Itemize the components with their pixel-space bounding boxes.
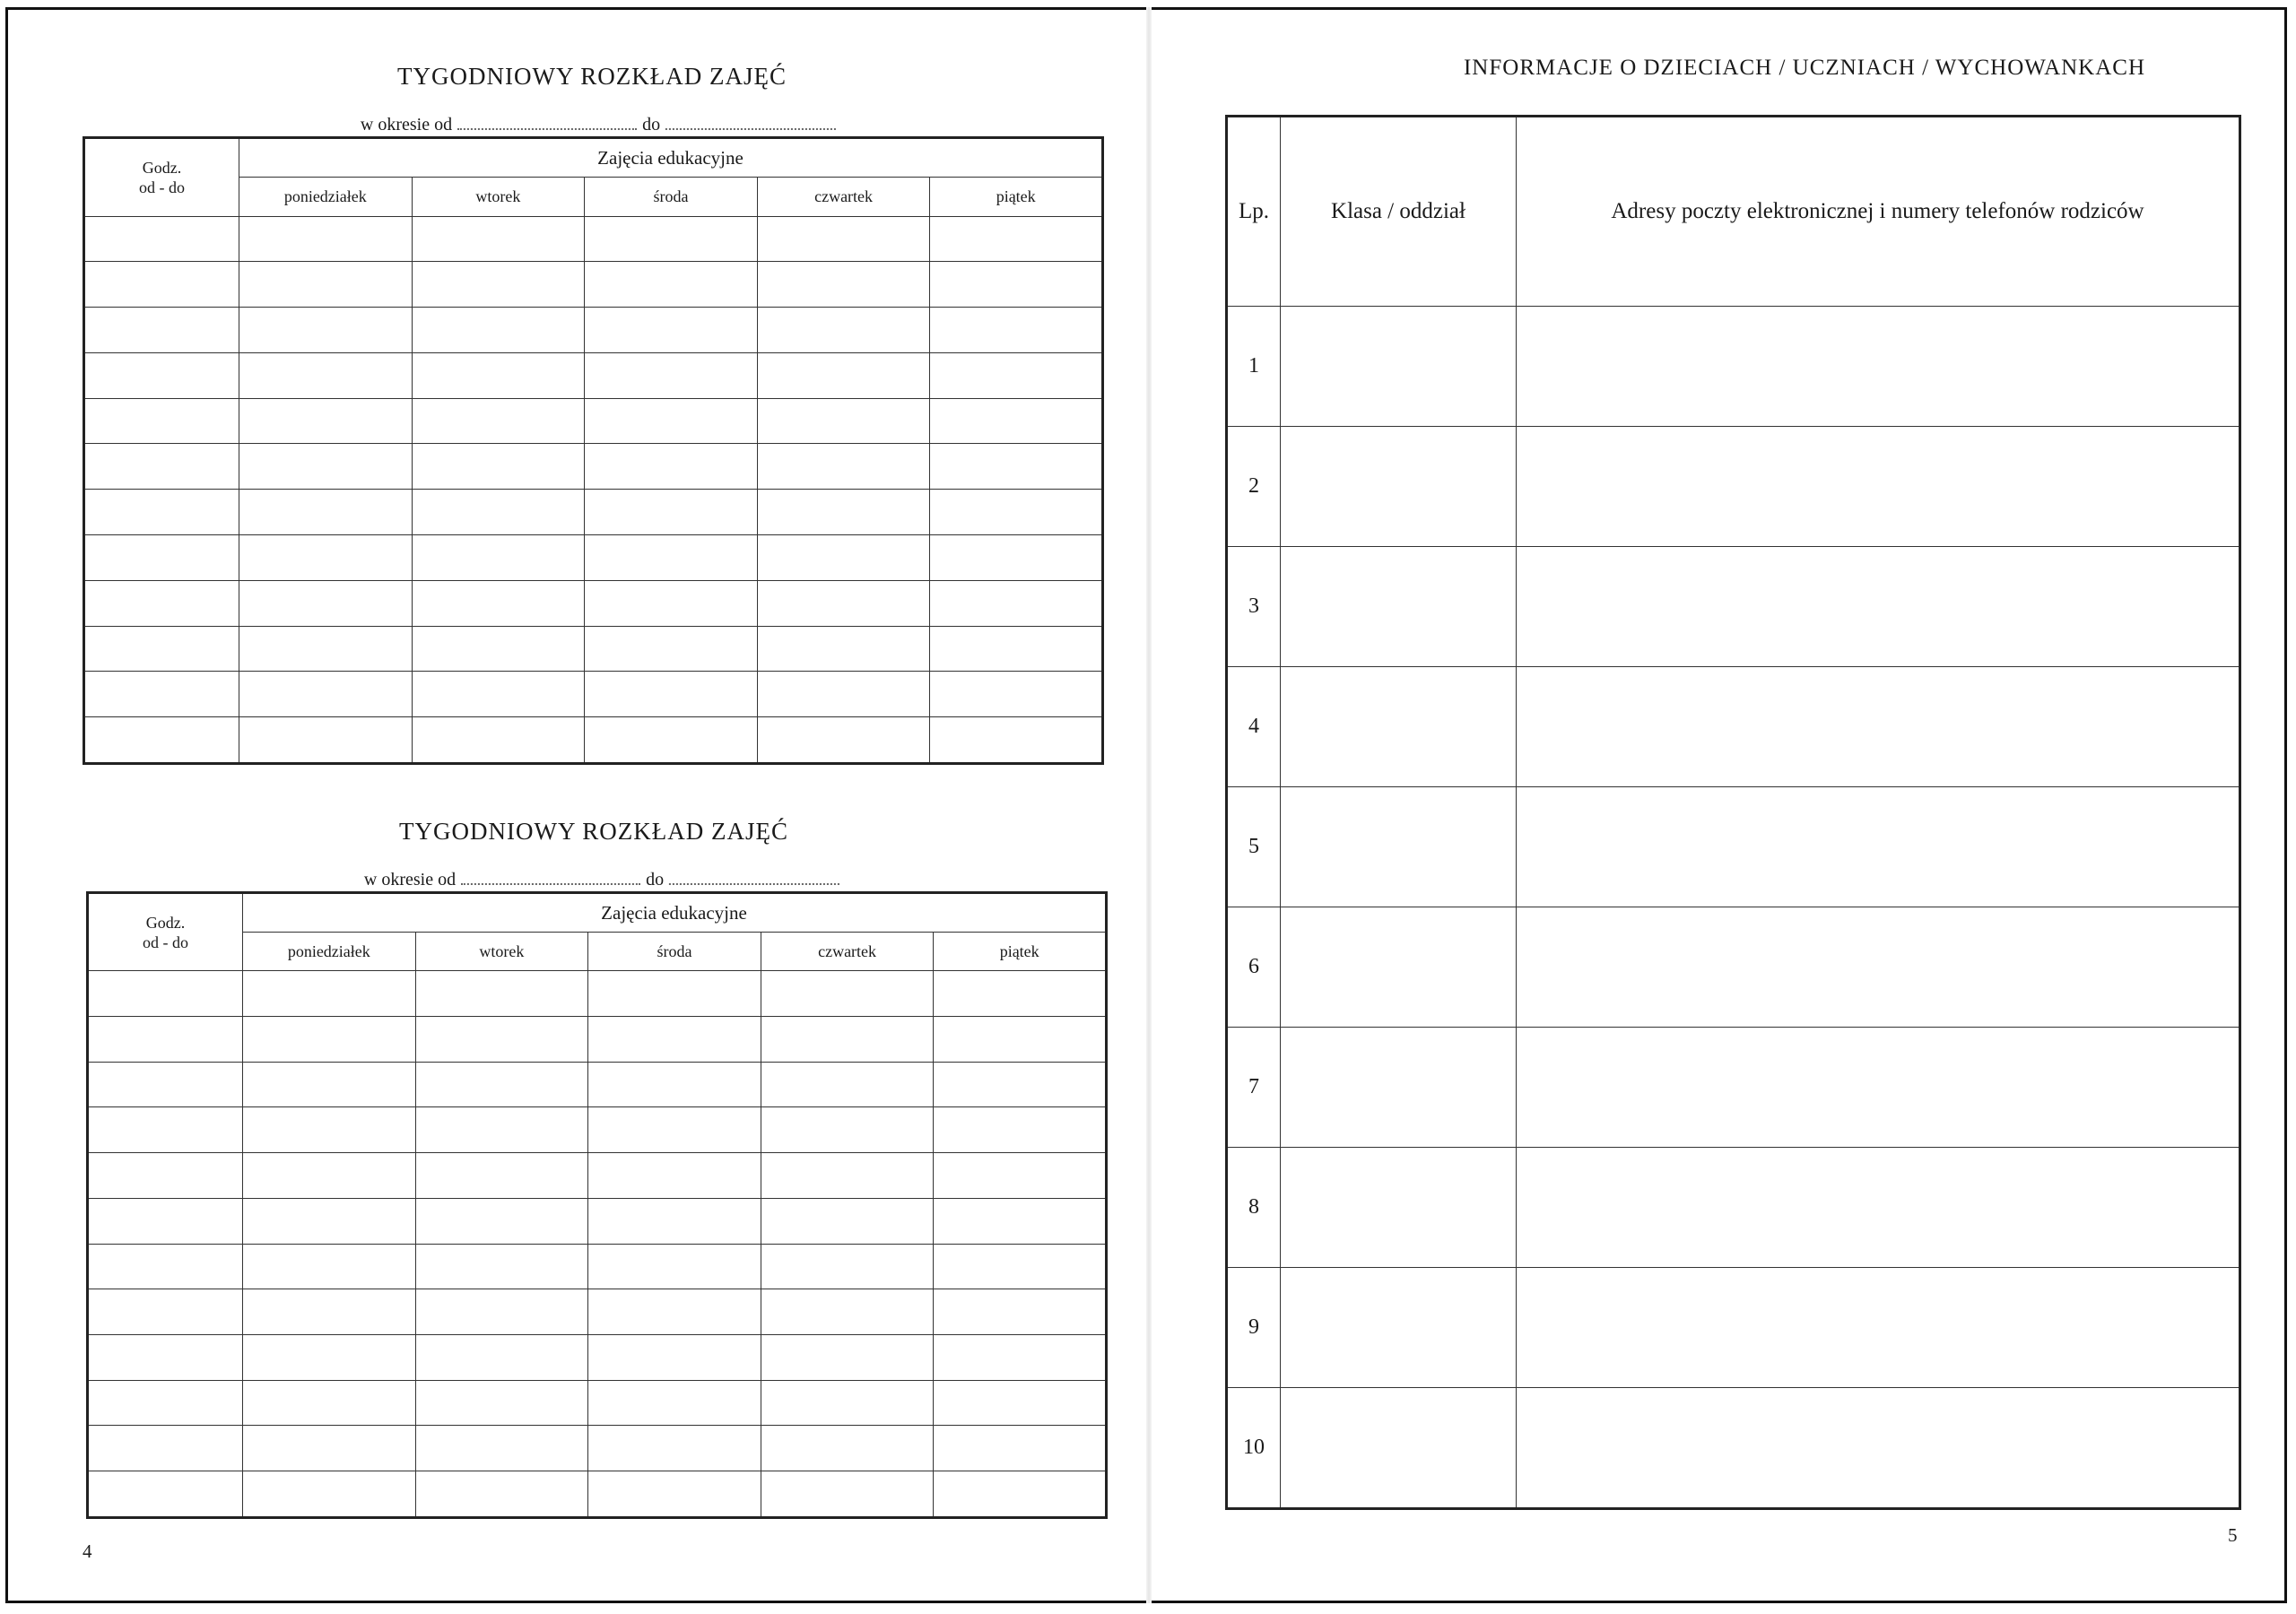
lesson-cell[interactable]: [412, 672, 585, 717]
column-header-class: Klasa / oddział: [1281, 117, 1517, 307]
lesson-cell[interactable]: [757, 490, 930, 535]
period-from-label: w okresie od: [363, 870, 457, 889]
schedule-row: [88, 1426, 1107, 1471]
lesson-cell[interactable]: [930, 626, 1103, 672]
lesson-cell[interactable]: [412, 626, 585, 672]
hours-range: od - do: [143, 933, 188, 951]
row-number: 6: [1227, 907, 1281, 1028]
lesson-cell[interactable]: [243, 1335, 416, 1381]
lesson-cell[interactable]: [415, 1380, 588, 1426]
lesson-cell[interactable]: [243, 1107, 416, 1153]
lesson-cell[interactable]: [239, 490, 413, 535]
hours-cell[interactable]: [84, 444, 239, 490]
row-number: 3: [1227, 547, 1281, 667]
class-cell[interactable]: [1281, 1388, 1517, 1509]
schedule-row: [88, 1335, 1107, 1381]
lesson-cell[interactable]: [757, 216, 930, 262]
class-cell[interactable]: [1281, 907, 1517, 1028]
hours-cell[interactable]: [88, 1335, 243, 1381]
info-row: [1227, 907, 2240, 1028]
lesson-cell[interactable]: [415, 1471, 588, 1518]
schedule-row: [84, 262, 1103, 308]
lesson-cell[interactable]: [757, 444, 930, 490]
row-number: 5: [1227, 787, 1281, 907]
lesson-cell[interactable]: [588, 1289, 761, 1335]
lesson-cell[interactable]: [588, 1107, 761, 1153]
page-number-left: 4: [83, 1540, 92, 1562]
lesson-cell[interactable]: [239, 534, 413, 580]
group-header: Zajęcia edukacyjne: [243, 893, 1107, 933]
info-row: [1227, 1028, 2240, 1148]
schedule-row: [88, 1107, 1107, 1153]
lesson-cell[interactable]: [243, 1153, 416, 1199]
hours-cell[interactable]: [88, 1289, 243, 1335]
day-header-monday: poniedziałek: [243, 933, 416, 971]
lesson-cell[interactable]: [412, 262, 585, 308]
lesson-cell[interactable]: [930, 717, 1103, 764]
row-number: 1: [1227, 307, 1281, 427]
row-number: 2: [1227, 427, 1281, 547]
class-cell[interactable]: [1281, 1268, 1517, 1388]
info-row: [1227, 1268, 2240, 1388]
lesson-cell[interactable]: [412, 490, 585, 535]
lesson-cell[interactable]: [761, 1017, 934, 1063]
contacts-cell[interactable]: [1517, 547, 2240, 667]
lesson-cell[interactable]: [415, 1017, 588, 1063]
hours-cell[interactable]: [84, 580, 239, 626]
day-header-wednesday: środa: [585, 178, 758, 216]
lesson-cell[interactable]: [757, 398, 930, 444]
lesson-cell[interactable]: [412, 308, 585, 353]
schedule-2-period: [364, 870, 845, 890]
schedule-row: [88, 971, 1107, 1017]
lesson-cell[interactable]: [588, 1017, 761, 1063]
hours-cell[interactable]: [84, 308, 239, 353]
lesson-cell[interactable]: [757, 717, 930, 764]
day-header-friday: piątek: [934, 933, 1107, 971]
hours-range: od - do: [139, 178, 185, 196]
lesson-cell[interactable]: [239, 308, 413, 353]
lesson-cell[interactable]: [930, 490, 1103, 535]
lesson-cell[interactable]: [415, 971, 588, 1017]
lesson-cell[interactable]: [585, 534, 758, 580]
lesson-cell[interactable]: [934, 1198, 1107, 1244]
hours-cell[interactable]: [88, 1380, 243, 1426]
row-number: 7: [1227, 1028, 1281, 1148]
lesson-cell[interactable]: [243, 1426, 416, 1471]
hours-cell[interactable]: [84, 216, 239, 262]
group-header: Zajęcia edukacyjne: [239, 138, 1103, 178]
hours-cell[interactable]: [88, 1244, 243, 1289]
lesson-cell[interactable]: [585, 672, 758, 717]
lesson-cell[interactable]: [412, 444, 585, 490]
hours-label: Godz.: [142, 158, 182, 177]
row-number: 8: [1227, 1148, 1281, 1268]
hours-header: [88, 893, 243, 971]
info-row: [1227, 1388, 2240, 1509]
lesson-cell[interactable]: [243, 1198, 416, 1244]
hours-cell[interactable]: [84, 352, 239, 398]
lesson-cell[interactable]: [930, 352, 1103, 398]
lesson-cell[interactable]: [930, 398, 1103, 444]
hours-cell[interactable]: [84, 490, 239, 535]
lesson-cell[interactable]: [934, 1289, 1107, 1335]
schedule-row: [88, 1153, 1107, 1199]
row-number: 10: [1227, 1388, 1281, 1509]
lesson-cell[interactable]: [585, 490, 758, 535]
day-header-thursday: czwartek: [757, 178, 930, 216]
schedule-row: [88, 1289, 1107, 1335]
book-spine: [1146, 7, 1152, 1603]
info-title: INFORMACJE O DZIECIACH / UCZNIACH / WYCHOWANKACH: [1463, 56, 2146, 80]
lesson-cell[interactable]: [585, 216, 758, 262]
schedule-row: [88, 1471, 1107, 1518]
hours-cell[interactable]: [84, 626, 239, 672]
schedule-row: [84, 490, 1103, 535]
day-header-friday: piątek: [930, 178, 1103, 216]
hours-cell[interactable]: [84, 534, 239, 580]
lesson-cell[interactable]: [761, 1107, 934, 1153]
class-cell[interactable]: [1281, 427, 1517, 547]
lesson-cell[interactable]: [588, 1153, 761, 1199]
hours-cell[interactable]: [88, 1062, 243, 1107]
hours-header: [84, 138, 239, 217]
lesson-cell[interactable]: [934, 1335, 1107, 1381]
schedule-row: [84, 534, 1103, 580]
lesson-cell[interactable]: [415, 1062, 588, 1107]
lesson-cell[interactable]: [585, 580, 758, 626]
lesson-cell[interactable]: [415, 1107, 588, 1153]
schedule-row: [88, 1380, 1107, 1426]
lesson-cell[interactable]: [588, 1198, 761, 1244]
day-header-tuesday: wtorek: [415, 933, 588, 971]
lesson-cell[interactable]: [243, 1471, 416, 1518]
day-header-wednesday: środa: [588, 933, 761, 971]
contacts-cell[interactable]: [1517, 1388, 2240, 1509]
schedule-row: [84, 580, 1103, 626]
lesson-cell[interactable]: [761, 1289, 934, 1335]
lesson-cell[interactable]: [239, 580, 413, 626]
schedule-row: [84, 216, 1103, 262]
lesson-cell[interactable]: [588, 1062, 761, 1107]
lesson-cell[interactable]: [761, 1471, 934, 1518]
lesson-cell[interactable]: [930, 672, 1103, 717]
lesson-cell[interactable]: [239, 262, 413, 308]
schedule-row: [84, 352, 1103, 398]
lesson-cell[interactable]: [412, 398, 585, 444]
lesson-cell[interactable]: [239, 216, 413, 262]
info-table-body: [1227, 307, 2240, 1509]
lesson-cell[interactable]: [761, 1335, 934, 1381]
class-cell[interactable]: [1281, 307, 1517, 427]
lesson-cell[interactable]: [757, 580, 930, 626]
hours-cell[interactable]: [88, 971, 243, 1017]
contacts-cell[interactable]: [1517, 907, 2240, 1028]
day-header-thursday: czwartek: [761, 933, 934, 971]
lesson-cell[interactable]: [757, 534, 930, 580]
hours-cell[interactable]: [88, 1426, 243, 1471]
lesson-cell[interactable]: [239, 352, 413, 398]
lesson-cell[interactable]: [757, 352, 930, 398]
hours-cell[interactable]: [88, 1107, 243, 1153]
lesson-cell[interactable]: [757, 672, 930, 717]
lesson-cell[interactable]: [239, 626, 413, 672]
lesson-cell[interactable]: [934, 971, 1107, 1017]
lesson-cell[interactable]: [934, 1017, 1107, 1063]
lesson-cell[interactable]: [239, 398, 413, 444]
lesson-cell[interactable]: [585, 717, 758, 764]
lesson-cell[interactable]: [934, 1244, 1107, 1289]
schedule-row: [84, 717, 1103, 764]
column-header-contacts: Adresy poczty elektronicznej i numery telefonów rodziców: [1517, 117, 2240, 307]
lesson-cell[interactable]: [930, 444, 1103, 490]
contacts-cell[interactable]: [1517, 1148, 2240, 1268]
lesson-cell[interactable]: [243, 1289, 416, 1335]
info-row: [1227, 1148, 2240, 1268]
lesson-cell[interactable]: [243, 1380, 416, 1426]
period-from-field[interactable]: [461, 871, 640, 885]
hours-cell[interactable]: [88, 1153, 243, 1199]
schedule-2-table: [86, 891, 1108, 1519]
schedule-row: [84, 672, 1103, 717]
hours-cell[interactable]: [84, 262, 239, 308]
lesson-cell[interactable]: [757, 626, 930, 672]
schedule-2-body: [88, 971, 1107, 1518]
schedule-1-table: [83, 136, 1104, 765]
info-row: [1227, 307, 2240, 427]
lesson-cell[interactable]: [585, 398, 758, 444]
page-number-right: 5: [2228, 1524, 2238, 1546]
day-header-monday: poniedziałek: [239, 178, 413, 216]
period-from-label: w okresie od: [360, 115, 453, 134]
row-number: 9: [1227, 1268, 1281, 1388]
schedule-row: [88, 1017, 1107, 1063]
lesson-cell[interactable]: [934, 1380, 1107, 1426]
class-cell[interactable]: [1281, 547, 1517, 667]
lesson-cell[interactable]: [930, 534, 1103, 580]
lesson-cell[interactable]: [415, 1289, 588, 1335]
lesson-cell[interactable]: [412, 580, 585, 626]
lesson-cell[interactable]: [415, 1244, 588, 1289]
contacts-cell[interactable]: [1517, 1028, 2240, 1148]
hours-label: Godz.: [145, 913, 186, 932]
hours-cell[interactable]: [84, 398, 239, 444]
contacts-cell[interactable]: [1517, 427, 2240, 547]
schedule-row: [84, 444, 1103, 490]
period-to-label: do: [642, 115, 661, 134]
column-header-lp: Lp.: [1227, 117, 1281, 307]
contacts-cell[interactable]: [1517, 1268, 2240, 1388]
row-number: 4: [1227, 667, 1281, 787]
schedule-row: [84, 626, 1103, 672]
schedule-row: [84, 308, 1103, 353]
hours-cell[interactable]: [84, 717, 239, 764]
lesson-cell[interactable]: [757, 262, 930, 308]
lesson-cell[interactable]: [588, 971, 761, 1017]
lesson-cell[interactable]: [930, 216, 1103, 262]
lesson-cell[interactable]: [930, 308, 1103, 353]
schedule-row: [84, 398, 1103, 444]
lesson-cell[interactable]: [585, 308, 758, 353]
lesson-cell[interactable]: [588, 1244, 761, 1289]
contacts-cell[interactable]: [1517, 787, 2240, 907]
lesson-cell[interactable]: [243, 1244, 416, 1289]
lesson-cell[interactable]: [934, 1471, 1107, 1518]
lesson-cell[interactable]: [761, 1244, 934, 1289]
schedule-1-body: [84, 216, 1103, 764]
class-cell[interactable]: [1281, 1148, 1517, 1268]
class-cell[interactable]: [1281, 787, 1517, 907]
lesson-cell[interactable]: [239, 672, 413, 717]
lesson-cell[interactable]: [412, 216, 585, 262]
period-from-field[interactable]: [457, 116, 637, 130]
day-header-tuesday: wtorek: [412, 178, 585, 216]
lesson-cell[interactable]: [585, 352, 758, 398]
info-row: [1227, 427, 2240, 547]
lesson-cell[interactable]: [412, 352, 585, 398]
period-to-label: do: [646, 870, 665, 889]
lesson-cell[interactable]: [585, 444, 758, 490]
lesson-cell[interactable]: [934, 1153, 1107, 1199]
schedule-1-title: TYGODNIOWY ROZKŁAD ZAJĘĆ: [397, 63, 787, 90]
lesson-cell[interactable]: [761, 1062, 934, 1107]
lesson-cell[interactable]: [412, 717, 585, 764]
class-cell[interactable]: [1281, 667, 1517, 787]
lesson-cell[interactable]: [239, 444, 413, 490]
class-cell[interactable]: [1281, 1028, 1517, 1148]
schedule-row: [88, 1062, 1107, 1107]
period-to-field[interactable]: [669, 871, 839, 885]
lesson-cell[interactable]: [239, 717, 413, 764]
lesson-cell[interactable]: [761, 1198, 934, 1244]
lesson-cell[interactable]: [588, 1335, 761, 1381]
info-row: [1227, 667, 2240, 787]
lesson-cell[interactable]: [934, 1062, 1107, 1107]
hours-cell[interactable]: [88, 1471, 243, 1518]
schedule-row: [88, 1244, 1107, 1289]
hours-cell[interactable]: [88, 1017, 243, 1063]
lesson-cell[interactable]: [585, 626, 758, 672]
lesson-cell[interactable]: [588, 1471, 761, 1518]
lesson-cell[interactable]: [761, 1380, 934, 1426]
lesson-cell[interactable]: [588, 1426, 761, 1471]
lesson-cell[interactable]: [585, 262, 758, 308]
lesson-cell[interactable]: [761, 1153, 934, 1199]
lesson-cell[interactable]: [934, 1426, 1107, 1471]
lesson-cell[interactable]: [243, 1017, 416, 1063]
schedule-row: [88, 1198, 1107, 1244]
schedule-2-title: TYGODNIOWY ROZKŁAD ZAJĘĆ: [399, 818, 788, 845]
lesson-cell[interactable]: [930, 580, 1103, 626]
info-table: [1225, 115, 2241, 1510]
schedule-1-period: [361, 115, 841, 135]
contacts-cell[interactable]: [1517, 307, 2240, 427]
lesson-cell[interactable]: [761, 971, 934, 1017]
lesson-cell[interactable]: [761, 1426, 934, 1471]
period-to-field[interactable]: [665, 116, 836, 130]
lesson-cell[interactable]: [934, 1107, 1107, 1153]
lesson-cell[interactable]: [588, 1380, 761, 1426]
lesson-cell[interactable]: [930, 262, 1103, 308]
contacts-cell[interactable]: [1517, 667, 2240, 787]
hours-cell[interactable]: [84, 672, 239, 717]
lesson-cell[interactable]: [415, 1426, 588, 1471]
hours-cell[interactable]: [88, 1198, 243, 1244]
lesson-cell[interactable]: [243, 1062, 416, 1107]
info-row: [1227, 547, 2240, 667]
lesson-cell[interactable]: [757, 308, 930, 353]
lesson-cell[interactable]: [415, 1198, 588, 1244]
lesson-cell[interactable]: [243, 971, 416, 1017]
lesson-cell[interactable]: [415, 1153, 588, 1199]
lesson-cell[interactable]: [412, 534, 585, 580]
info-row: [1227, 787, 2240, 907]
lesson-cell[interactable]: [415, 1335, 588, 1381]
